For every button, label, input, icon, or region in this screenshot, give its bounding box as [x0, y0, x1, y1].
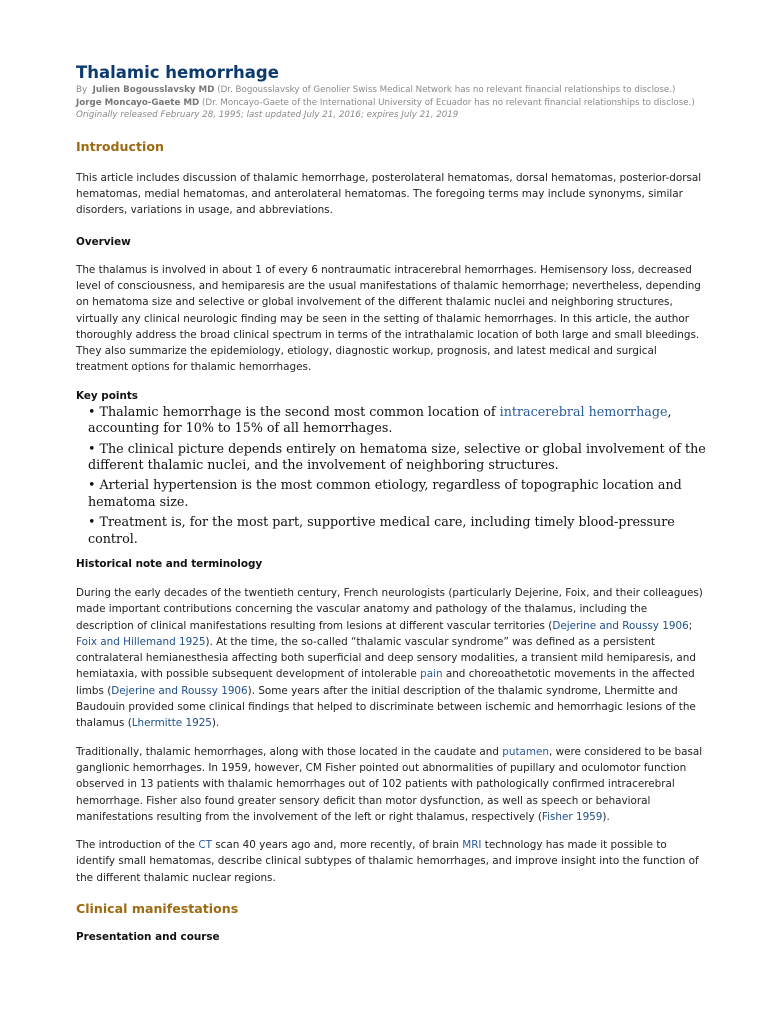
ct-link[interactable]: CT: [198, 839, 212, 852]
history-paragraph-2: Traditionally, thalamic hemorrhages, along with those located in the caudate and putamen, were considered to be basal ganglionic hemorrhages. In 1959, however, CM Fisher pointed out abnormalities of pupillary and oculomotor function observed in 13 patients with thalamic hemorrhages out of 102 patients with pathologically confirmed intracerebral hemorrhage. Fisher also found greater sensory deficit than motor dysfunction, as well as speech or behavioral manifestations resulting from the involvement of the left or right thalamus, respectively (Fisher 1959).: [76, 745, 703, 823]
citation-lhermitte-1925[interactable]: Lhermitte 1925: [131, 717, 212, 730]
key-points-list: [76, 404, 706, 547]
citation-foix-hillemand-1925[interactable]: Foix and Hillemand 1925: [76, 635, 206, 648]
citation-fisher-1959[interactable]: Fisher 1959: [541, 810, 603, 823]
overview-heading: Overview: [76, 235, 131, 248]
byline-author1: [76, 84, 706, 97]
key-point-4: • Treatment is, for the most part, supportive medical care, including timely blood-pressure control.: [88, 514, 675, 546]
overview-text: The thalamus is involved in about 1 of every 6 nontraumatic intracerebral hemorrhages. Hemisensory loss, decreased level of consciousness, and hemiparesis are the usual manifestations of thalamic hemorrhage; nevertheless, depending on hematoma size and selective or global involvement of the different thalamic nuclei and neighboring structures, virtually any clinical neurologic finding may be seen in the setting of thalamic hemorrhages. In this article, the author thoroughly address the broad clinical spectrum in terms of the intrathalamic location of both large and small bleedings. They also summarize the epidemiology, etiology, diagnostic workup, prognosis, and latest medical and surgical treatment options for thalamic hemorrhages.: [76, 263, 701, 374]
key-point-2: • The clinical picture depends entirely on hematoma size, selective or global involvement of the different thalamic nuclei, and the involvement of neighboring structures.: [88, 440, 706, 472]
history-paragraph-1: During the early decades of the twentieth century, French neurologists (particularly Dejerine, Foix, and their colleagues) made important contributions concerning the vascular anatomy and pathology of the thalamus, including the description of clinical manifestations resulting from lesions at different vascular territories (Dejerine and Roussy 1906; Foix and Hillemand 1925). At the time, the so-called “thalamic vascular syndrome” was defined as a persistent contralateral hemianesthesia affecting both superficial and deep sensory modalities, a transient mild hemiparesis, and hemiataxia, with possible subsequent development of intolerable pain and choreoathetotic movements in the affected limbs (Dejerine and Roussy 1906). Some years after the initial description of the thalamic syndrome, Lhermitte and Baudouin provided some clinical findings that helped to discriminate between ischemic and hemorrhagic lesions of the thalamus (Lhermitte 1925).: [76, 587, 703, 730]
byline-author2: [76, 97, 706, 110]
putamen-link[interactable]: putamen: [502, 745, 550, 758]
history-paragraph-3: The introduction of the CT scan 40 years ago and, more recently, of brain MRI technology has made it possible to identify small hematomas, describe clinical subtypes of thalamic hemorrhages, and improve insight into the function of the different thalamic nuclear regions.: [76, 839, 699, 884]
key-point-1: • Thalamic hemorrhage is the second most common location of intracerebral hemorrhage, accounting for 10% to 15% of all hemorrhages.: [88, 403, 672, 436]
intracerebral-hemorrhage-link[interactable]: intracerebral hemorrhage: [499, 403, 668, 419]
citation-dejerine-roussy-1906[interactable]: Dejerine and Roussy 1906: [552, 619, 689, 632]
author1-name: Julien Bogousslavsky MD: [92, 85, 215, 95]
release-dates: Originally released February 28, 1995; last updated July 21, 2016; expires July 21, 2019: [76, 110, 459, 121]
mri-link[interactable]: MRI: [462, 839, 482, 852]
citation-dejerine-roussy-1906-second[interactable]: Dejerine and Roussy 1906: [111, 684, 248, 697]
introduction-text: This article includes discussion of thalamic hemorrhage, posterolateral hematomas, dorsal hematomas, posterior-dorsal hematomas, medial hematomas, and anterolateral hematomas. The foregoing terms may include synonyms, similar disorders, variations in usage, and abbreviations.: [76, 171, 702, 217]
pain-link[interactable]: pain: [420, 668, 443, 681]
author2-name: Jorge Moncayo-Gaete MD: [76, 97, 200, 108]
key-points-heading: Key points: [76, 389, 138, 402]
article: [76, 62, 706, 944]
clinical-manifestations-heading: Clinical manifestations: [76, 901, 239, 917]
author2-disclosure: (Dr. Moncayo-Gaete of the International University of Ecuador has no relevant financial relationships to disclose.): [201, 97, 695, 108]
key-point-3: • Arterial hypertension is the most common etiology, regardless of topographic location and hematoma size.: [88, 477, 682, 509]
page-title: Thalamic hemorrhage: [76, 63, 279, 82]
byline-by: By: [76, 85, 88, 95]
historical-note-heading: Historical note and terminology: [76, 558, 263, 570]
author1-disclosure: (Dr. Bogousslavsky of Genolier Swiss Medical Network has no relevant financial relationships to disclose.): [217, 85, 676, 95]
introduction-heading: Introduction: [76, 138, 164, 154]
presentation-course-heading: Presentation and course: [76, 931, 220, 944]
